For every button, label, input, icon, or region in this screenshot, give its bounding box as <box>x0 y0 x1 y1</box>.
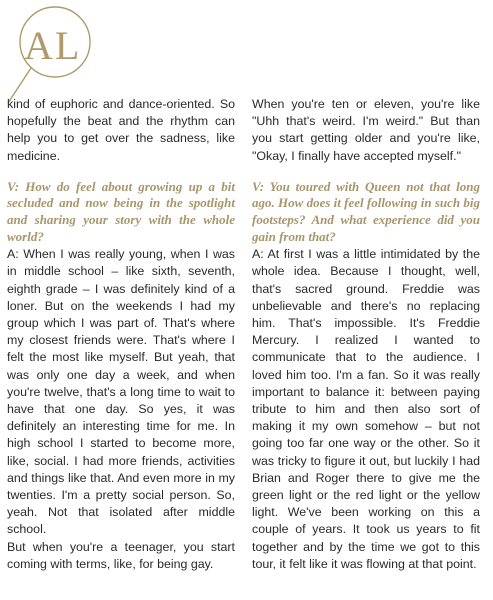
left-answer-paragraph: A: When I was really young, when I was in middle school – like sixth, seventh, eighth grade – I was definitely kind of a loner. But on the weekends I had my group which I was part of. That's where my closest friends were. That's where I felt the most like myself. But yeah, that was only one day a week, and when you're twelve, that's a long time to wait to have that one day. So yes, it was definitely an interesting time for me. In high school I started to become more, like, social. I had more friends, activities and things like that. And even more in my twenties. I'm a pretty social person. So, yeah. Not that isolated after middle school. <box>7 247 235 537</box>
left-answer-continuation: But when you're a teenager, you start coming with terms, like, for being gay. <box>7 539 235 571</box>
right-intro-paragraph: When you're ten or eleven, you're like "Uhh that's weird. I'm weird." But than you start getting older and you're like, "Okay, I finally have accepted myself." <box>252 97 480 163</box>
right-answer-paragraph: A: At first I was a little intimidated by the whole idea. Because I thought, well, that's sacred ground. Freddie was unbelievable and there's no replacing him. That's impossible. It's Freddie Mercury. I realized I wanted to communicate that to the audience. I loved him too. I'm a fan. So it was really important to balance it: between paying tribute to him and then also sort of making it my own somehow – but not going too far one way or the other. So it was tricky to figure it out, but luckily I had Brian and Roger there to give me the green light or the red light or the yellow light. We've been working on this a couple of years. It took us years to fit together and by the time we got to this tour, it felt like it was flowing at that point. <box>252 247 480 571</box>
left-column <box>7 96 235 573</box>
logo-initials: AL <box>24 23 82 68</box>
right-column <box>252 96 480 573</box>
left-intro-paragraph: kind of euphoric and dance-oriented. So hopefully the beat and the rhythm can help you to get over the sadness, like medicine. <box>7 97 235 163</box>
initials-logo <box>0 0 130 110</box>
left-question: V: How do feel about growing up a bit secluded and now being in the spotlight and sharing your story with the whole world? <box>7 178 235 244</box>
right-question: V: You toured with Queen not that long ago. How does it feel following in such big footsteps? And what experience did you gain from that? <box>252 178 480 244</box>
